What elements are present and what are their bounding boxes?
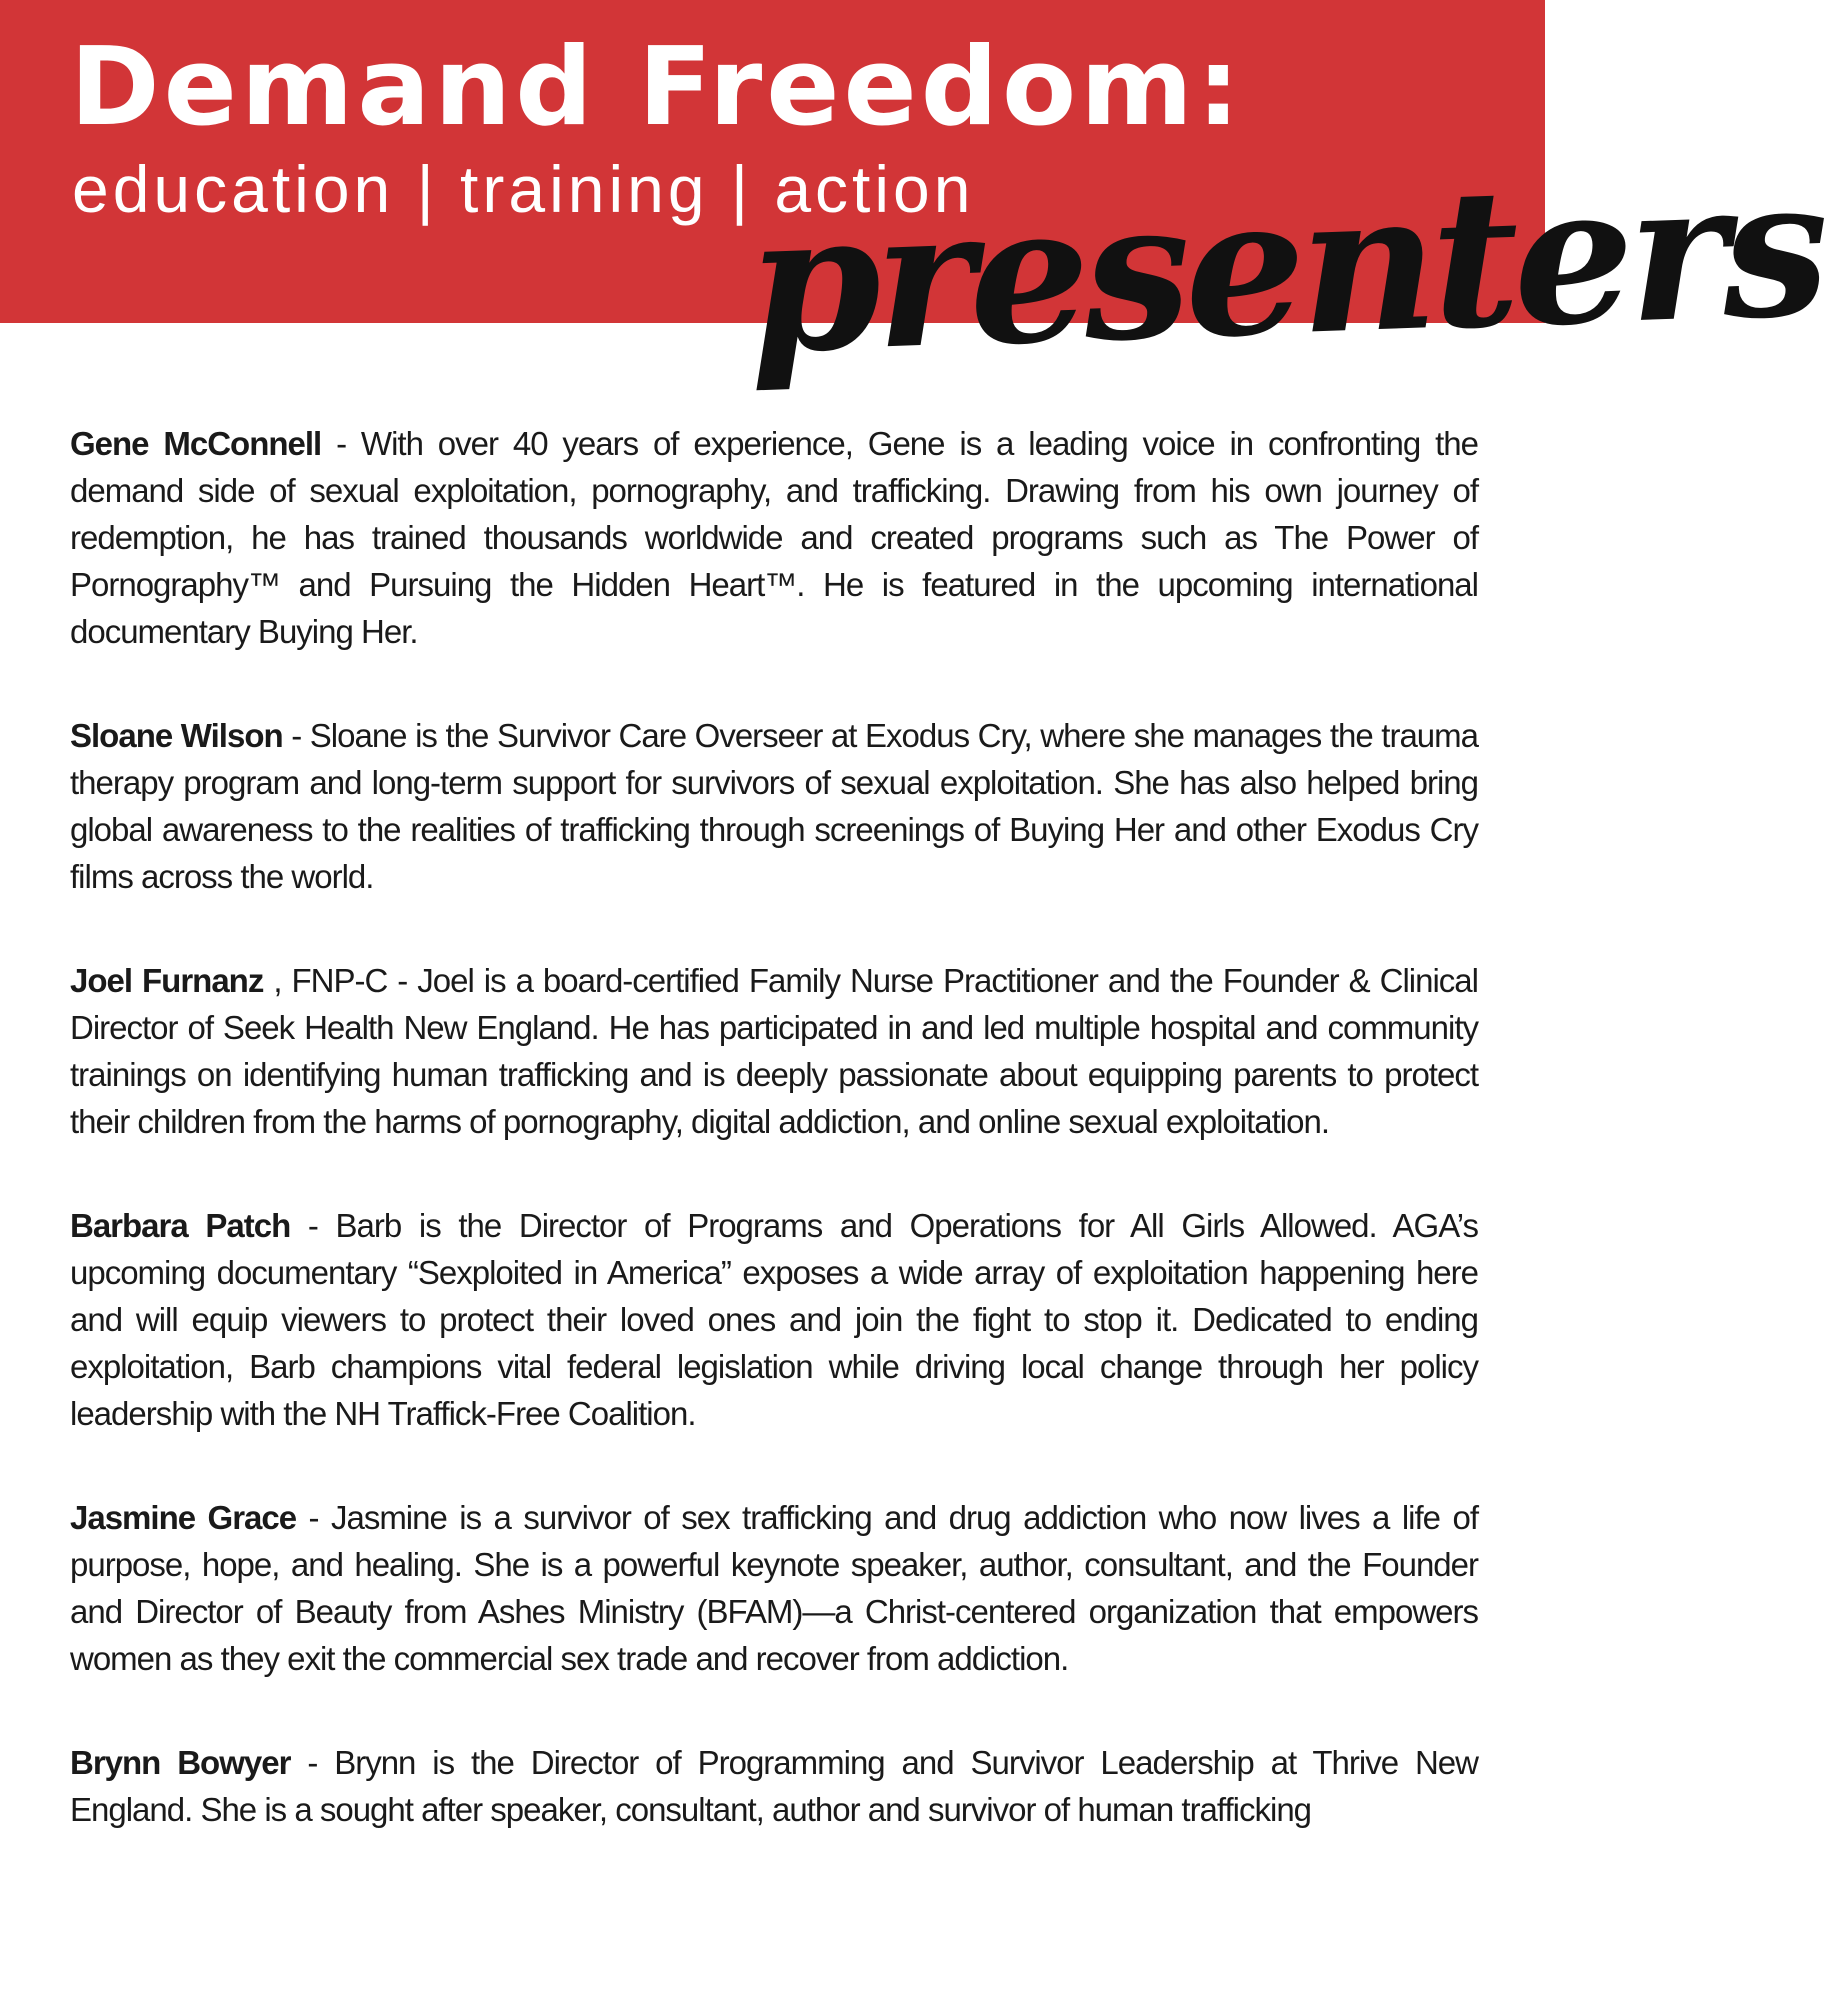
presenter-entry bbox=[70, 957, 1478, 1145]
presenter-bio: - With over 40 years of experience, Gene is a leading voice in confronting the demand side of sexual exploitation, pornography, and trafficking. Drawing from his own journey of redemption, he has trained thousands worldwide and created programs such as The Power of Pornography™ and Pursuing the Hidden Heart™. He is featured in the upcoming international documentary Buying Her. bbox=[70, 425, 1478, 650]
presenter-name: Barbara Patch bbox=[70, 1207, 291, 1244]
presenter-name: Joel Furnanz bbox=[70, 962, 264, 999]
presenter-entry bbox=[70, 1494, 1478, 1682]
presenter-bio: - Brynn is the Director of Programming and Survivor Leadership at Thrive New England. She is a sought after speaker, consultant, author and survivor of human trafficking bbox=[70, 1744, 1478, 1828]
presenter-name: Jasmine Grace bbox=[70, 1499, 297, 1536]
presenters-script-heading: presenters bbox=[744, 135, 1827, 396]
page-subtitle: education | training | action bbox=[72, 152, 975, 226]
presenter-bio: , FNP-C - Joel is a board-certified Family Nurse Practitioner and the Founder & Clinical Director of Seek Health New England. He has participated in and led multiple hospital and community trainings on identifying human trafficking and is deeply passionate about equipping parents to protect their children from the harms of pornography, digital addiction, and online sexual exploitation. bbox=[70, 962, 1478, 1140]
presenter-list bbox=[70, 420, 1478, 1890]
presenter-bio: - Barb is the Director of Programs and Operations for All Girls Allowed. AGA’s upcoming documentary “Sexploited in America” exposes a wide array of exploitation happening here and will equip viewers to protect their loved ones and join the fight to stop it. Dedicated to ending exploitation, Barb champions vital federal legislation while driving local change through her policy leadership with the NH Traffick-Free Coalition. bbox=[70, 1207, 1478, 1432]
page-title: Demand Freedom: bbox=[70, 25, 1244, 150]
presenter-bio: - Jasmine is a survivor of sex trafficking and drug addiction who now lives a life of purpose, hope, and healing. She is a powerful keynote speaker, author, consultant, and the Founder and Director of Beauty from Ashes Ministry (BFAM)—a Christ-centered organization that empowers women as they exit the commercial sex trade and recover from addiction. bbox=[70, 1499, 1478, 1677]
presenter-entry bbox=[70, 712, 1478, 900]
presenter-name: Gene McConnell bbox=[70, 425, 322, 462]
presenter-name: Sloane Wilson bbox=[70, 717, 283, 754]
presenter-entry bbox=[70, 1202, 1478, 1437]
presenter-entry bbox=[70, 420, 1478, 655]
presenter-name: Brynn Bowyer bbox=[70, 1744, 291, 1781]
presenter-entry bbox=[70, 1739, 1478, 1833]
presenter-bio: - Sloane is the Survivor Care Overseer at Exodus Cry, where she manages the trauma therapy program and long-term support for survivors of sexual exploitation. She has also helped bring global awareness to the realities of trafficking through screenings of Buying Her and other Exodus Cry films across the world. bbox=[70, 717, 1478, 895]
